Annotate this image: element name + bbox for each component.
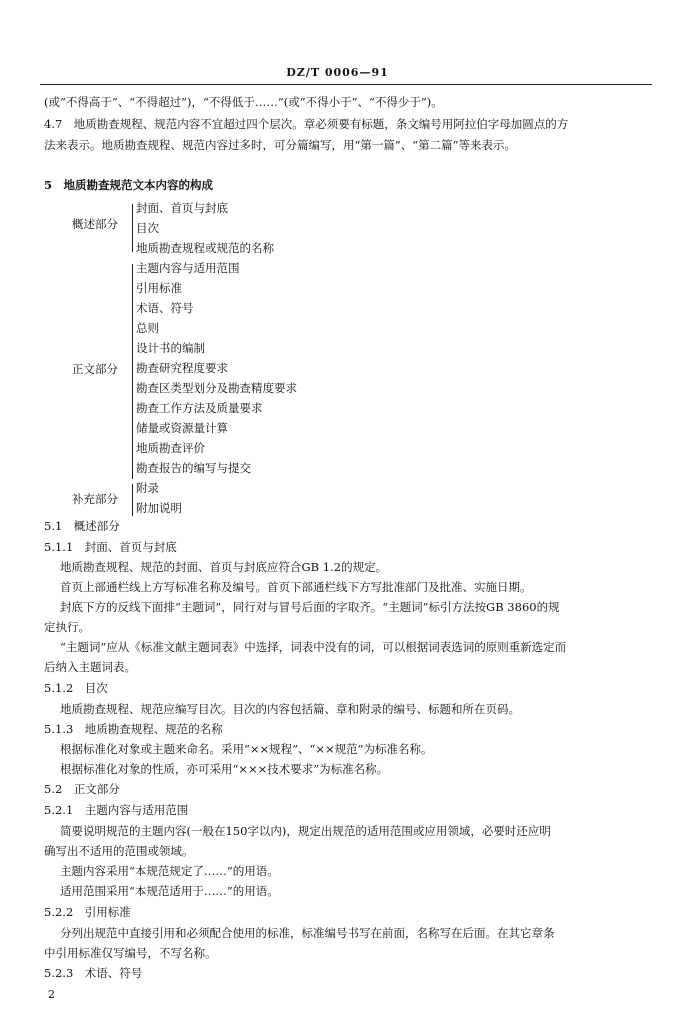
text-line: 地质勘查规程、规范的封面、首页与封底应符合GB 1.2的规定。 <box>60 560 388 574</box>
header-rule <box>40 84 652 85</box>
tree-item: 勘查区类型划分及勘查精度要求 <box>136 381 297 395</box>
tree-item: 地质勘查评价 <box>136 441 205 455</box>
subsection-heading: 5.1 概述部分 <box>44 519 120 533</box>
page-number: 2 <box>48 988 55 1001</box>
brace-body <box>132 264 133 479</box>
text-line: 根据标准化对象或主题来命名。采用“××规程”、“××规范”为标准名称。 <box>60 742 433 756</box>
text-line: 分列出规范中直接引用和必须配合使用的标准，标准编号书写在前面，名称写在后面。在其它章条 <box>60 926 555 940</box>
group-label-overview: 概述部分 <box>72 217 118 231</box>
tree-item: 封面、首页与封底 <box>136 201 228 215</box>
text-line: 后纳入主题词表。 <box>44 660 136 674</box>
subsection-heading: 5.2.3 术语、符号 <box>44 966 143 980</box>
text-line: 封底下方的反线下面排“主题词”，同行对与冒号后面的字取齐。“主题词”标引方法按GB 3860的规 <box>60 600 560 614</box>
text-line: 主题内容采用“本规范规定了……”的用语。 <box>60 864 279 878</box>
tree-item: 地质勘查规程或规范的名称 <box>136 241 274 255</box>
tree-item: 勘查工作方法及质量要求 <box>136 401 263 415</box>
tree-item: 设计书的编制 <box>136 341 205 355</box>
tree-item: 勘查报告的编写与提交 <box>136 461 251 475</box>
tree-item: 储量或资源量计算 <box>136 421 228 435</box>
text-line: 适用范围采用“本规范适用于……”的用语。 <box>60 884 279 898</box>
group-label-supplement: 补充部分 <box>72 492 118 506</box>
text-line: 地质勘查规程、规范应编写目次。目次的内容包括篇、章和附录的编号、标题和所在页码。 <box>60 702 520 716</box>
standard-code-header: DZ/T 0006—91 <box>286 66 389 79</box>
text-line: 首页上部通栏线上方写标准名称及编号。首页下部通栏线下方写批准部门及批准、实施日期。 <box>60 580 532 594</box>
brace-supplement <box>132 484 133 516</box>
text-line: 简要说明规范的主题内容(一般在150字以内)，规定出规范的适用范围或应用领域，必要时还应明 <box>60 824 551 838</box>
subsection-heading: 5.2 正文部分 <box>44 782 120 796</box>
brace-overview <box>132 204 133 252</box>
tree-item: 总则 <box>136 321 159 335</box>
tree-item: 术语、符号 <box>136 301 194 315</box>
subsection-heading: 5.1.2 目次 <box>44 681 108 695</box>
section-heading: 5 地质勘查规范文本内容的构成 <box>44 178 213 192</box>
text-line: 根据标准化对象的性质，亦可采用“×××技术要求”为标准名称。 <box>60 762 389 776</box>
group-label-body: 正文部分 <box>72 362 118 376</box>
text-line: “主题词”应从《标准文献主题词表》中选择，词表中没有的词，可以根据词表选词的原则重新选定而 <box>60 640 567 654</box>
tree-item: 主题内容与适用范围 <box>136 261 240 275</box>
tree-item: 目次 <box>136 221 159 235</box>
tree-item: 附录 <box>136 481 159 495</box>
tree-item: 勘查研究程度要求 <box>136 361 228 375</box>
subsection-heading: 5.1.1 封面、首页与封底 <box>44 540 177 554</box>
subsection-heading: 5.2.2 引用标准 <box>44 905 131 919</box>
text-line: (或“不得高于”、“不得超过”)，“不得低于……”(或“不得小于”、“不得少于”)。 <box>44 95 443 109</box>
text-line: 定执行。 <box>44 620 90 634</box>
subsection-heading: 5.1.3 地质勘查规程、规范的名称 <box>44 722 223 736</box>
text-line: 确写出不适用的范围或领域。 <box>44 844 194 858</box>
text-line: 中引用标准仅写编号，不写名称。 <box>44 946 217 960</box>
text-line: 4.7 地质勘查规程、规范内容不宜超过四个层次。章必须要有标题，条文编号用阿拉伯字母加圆点的方 <box>44 117 569 131</box>
tree-item: 引用标准 <box>136 281 182 295</box>
text-line: 法来表示。地质勘查规程、规范内容过多时，可分篇编写，用“第一篇”、“第二篇”等来表示。 <box>44 138 517 152</box>
tree-item: 附加说明 <box>136 501 182 515</box>
subsection-heading: 5.2.1 主题内容与适用范围 <box>44 803 189 817</box>
